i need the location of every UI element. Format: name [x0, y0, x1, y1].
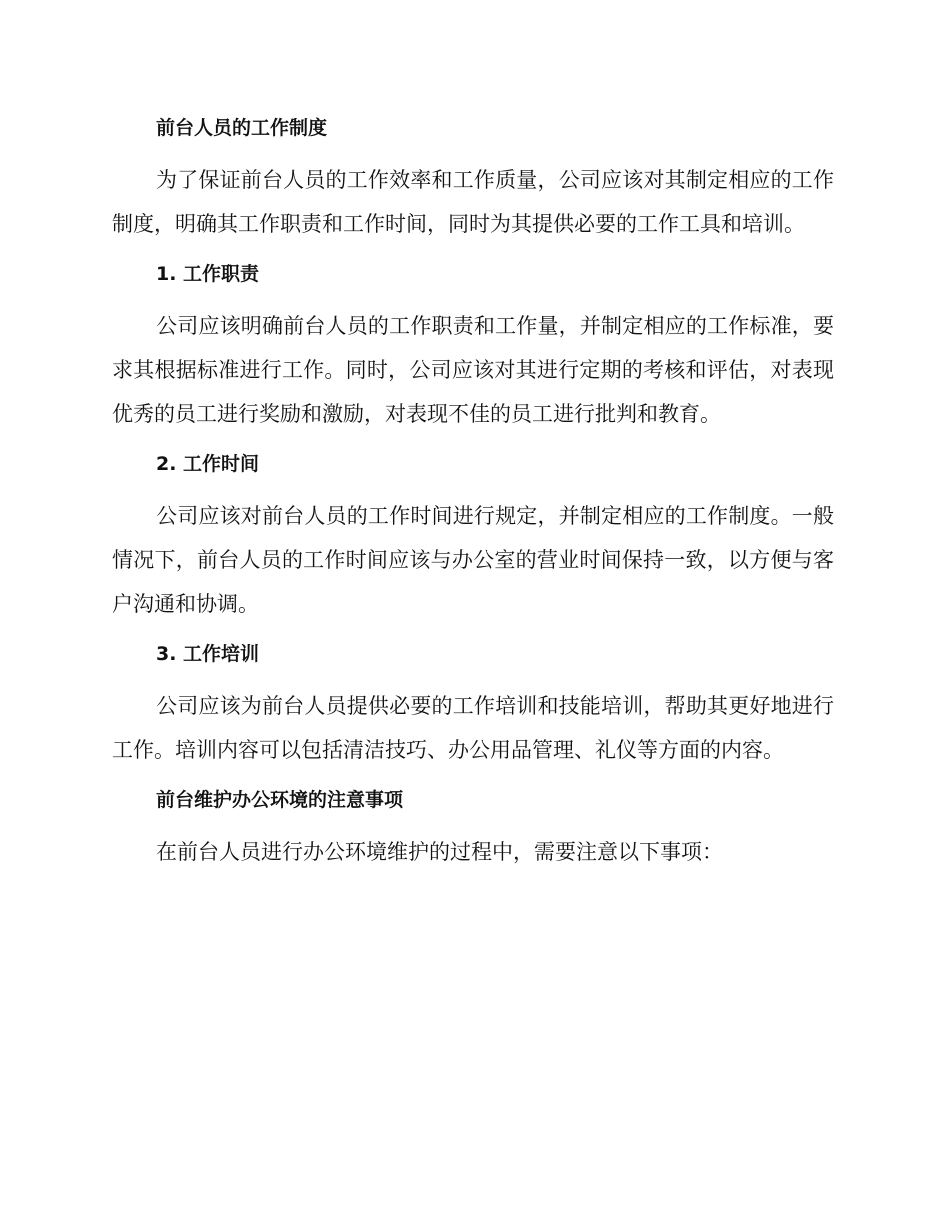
paragraph-work-hours: 公司应该对前台人员的工作时间进行规定，并制定相应的工作制度。一般情况下，前台人员的工作时间应该与办公室的营业时间保持一致，以方便与客户沟通和协调。 — [112, 504, 834, 616]
document-page — [112, 108, 834, 880]
paragraph-precautions: 在前台人员进行办公环境维护的过程中，需要注意以下事项： — [156, 840, 723, 864]
paragraph-duties: 公司应该明确前台人员的工作职责和工作量，并制定相应的工作标准，要求其根据标准进行工作。同时，公司应该对其进行定期的考核和评估，对表现优秀的员工进行奖励和激励，对表现不佳的员工进行批判和教育。 — [112, 314, 834, 426]
section-heading-training: 3. 工作培训 — [156, 643, 260, 665]
section-heading-precautions: 前台维护办公环境的注意事项 — [156, 789, 404, 811]
paragraph-training: 公司应该为前台人员提供必要的工作培训和技能培训，帮助其更好地进行工作。培训内容可以包括清洁技巧、办公用品管理、礼仪等方面的内容。 — [112, 694, 834, 762]
paragraph-work-system: 为了保证前台人员的工作效率和工作质量，公司应该对其制定相应的工作制度，明确其工作职责和工作时间，同时为其提供必要的工作工具和培训。 — [112, 168, 834, 236]
section-heading-work-hours: 2. 工作时间 — [156, 453, 260, 475]
section-heading-duties: 1. 工作职责 — [156, 263, 260, 285]
section-heading-work-system: 前台人员的工作制度 — [156, 117, 328, 139]
